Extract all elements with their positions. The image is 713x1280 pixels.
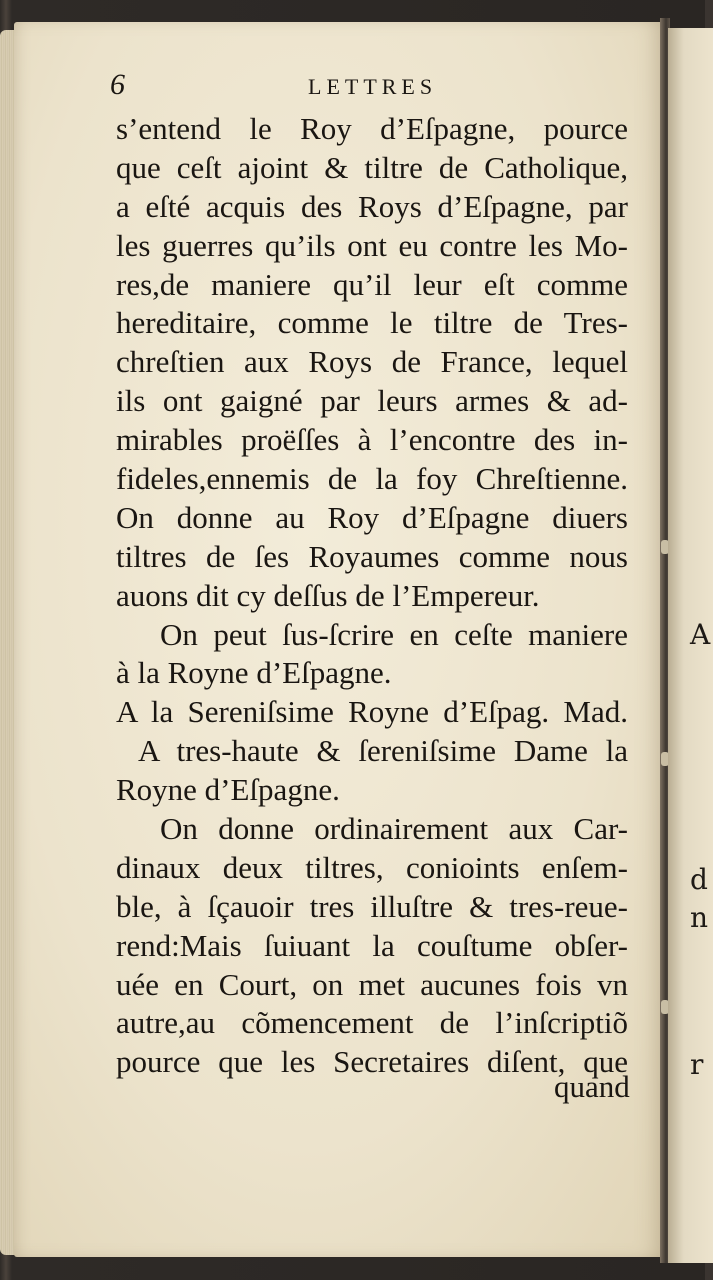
text-line: On donne ordinairement aux Car- [160,811,628,847]
text-line: rend:Mais ſuiuant la couſtume obſer- [116,927,628,963]
catchword: quand [554,1069,630,1104]
text-line: A tres-haute & ſereniſsime Dame la [138,733,628,769]
text-line: autre,au cõmencement de l’inſcriptiõ [116,1005,628,1041]
text-line: On peut ſus-ſcrire en ceſte maniere [160,616,628,652]
text-line: A la Sereniſsime Royne d’Eſpag. Mad. [116,694,628,730]
text-line: à la Royne d’Eſpagne. [116,655,392,691]
text-line: ble, à ſçauoir tres illuſtre & tres-reue- [116,888,628,924]
text-line: que ceſt ajoint & tiltre de Catholique, [116,149,628,185]
text-line: mirables proëſſes à l’encontre des in- [116,422,628,458]
body-text [116,110,628,1082]
text-line: tiltres de ſes Royaumes comme nous [116,538,628,574]
right-page-fragment: d [690,863,708,896]
text-line: pource que les Secretaires diſent, que [116,1044,628,1080]
text-line: a eſté acquis des Roys d’Eſpagne, par [116,188,628,224]
text-line: s’entend le Roy d’Eſpagne, pource [116,111,628,146]
running-head: LETTRES [308,74,438,99]
text-line: ils ont gaigné par leurs armes & ad- [116,383,628,419]
text-line: fideles,ennemis de la foy Chreſtienne. [116,461,628,497]
text-line: dinaux deux tiltres, conioints enſem- [116,849,628,885]
right-page-fragment: r [690,1048,704,1081]
page-number: 6 [110,68,125,101]
right-page-fragment: A [690,618,711,651]
text-line: Royne d’Eſpagne. [116,772,340,808]
page-header [110,68,630,108]
text-line: auons dit cy deſſus de l’Empereur. [116,577,540,613]
text-line: hereditaire, comme le tiltre de Tres- [116,305,628,341]
text-line: res,de maniere qu’il leur eſt comme [116,266,628,302]
text-line: les guerres qu’ils ont eu contre les Mo- [116,227,628,263]
text-line: On donne au Roy d’Eſpagne diuers [116,499,628,535]
text-line: chreſtien aux Roys de France, lequel [116,344,628,380]
text-line: uée en Court, on met aucunes fois vn [116,966,628,1002]
right-page-edge [668,28,713,1263]
right-page-fragment: n [690,901,709,934]
